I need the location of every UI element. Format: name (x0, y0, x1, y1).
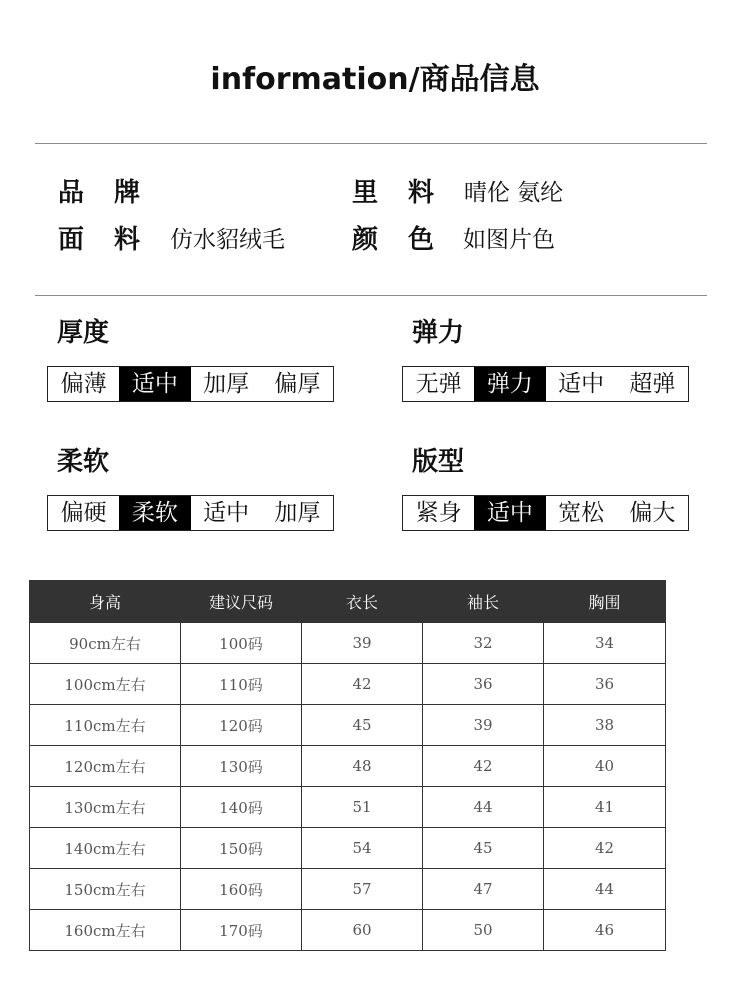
table-cell: 51 (302, 787, 423, 828)
table-cell: 45 (423, 828, 544, 869)
header-length: 衣长 (302, 581, 423, 623)
thickness-title: 厚度 (57, 318, 110, 348)
table-row (30, 787, 666, 828)
scale-option: 适中 (203, 500, 250, 526)
table-row (30, 623, 666, 664)
fit-title: 版型 (412, 447, 465, 477)
table-cell: 41 (544, 787, 666, 828)
table-cell: 100cm左右 (30, 664, 181, 705)
elasticity-title: 弹力 (412, 318, 465, 348)
table-cell: 90cm左右 (30, 623, 181, 664)
fabric-value: 仿水貂绒毛 (170, 227, 285, 253)
scale-option-selected: 柔软 (119, 496, 190, 530)
brand-label-char: 品 (58, 178, 85, 208)
scale-option: 偏大 (629, 500, 676, 526)
elasticity-scale (402, 366, 689, 402)
table-row (30, 828, 666, 869)
top-divider (35, 143, 707, 144)
table-cell: 120码 (181, 705, 302, 746)
table-cell: 42 (423, 746, 544, 787)
table-cell: 50 (423, 910, 544, 951)
fabric-label-char: 面 (58, 225, 85, 255)
brand-label-char: 牌 (113, 178, 140, 208)
lining-label-char: 料 (407, 178, 434, 208)
table-cell: 46 (544, 910, 666, 951)
softness-title: 柔软 (57, 447, 110, 477)
table-cell: 140cm左右 (30, 828, 181, 869)
fit-scale (402, 495, 689, 531)
scale-option: 加厚 (203, 371, 250, 397)
table-cell: 44 (544, 869, 666, 910)
brand-label (58, 177, 140, 209)
table-row (30, 869, 666, 910)
table-cell: 150cm左右 (30, 869, 181, 910)
softness-scale (47, 495, 334, 531)
scale-option: 紧身 (415, 500, 462, 526)
table-cell: 32 (423, 623, 544, 664)
table-cell: 44 (423, 787, 544, 828)
table-cell: 170码 (181, 910, 302, 951)
scale-option-selected: 适中 (119, 367, 190, 401)
table-row (30, 705, 666, 746)
table-cell: 40 (544, 746, 666, 787)
table-cell: 38 (544, 705, 666, 746)
table-cell: 100码 (181, 623, 302, 664)
thickness-scale (47, 366, 334, 402)
header-chest: 胸围 (544, 581, 666, 623)
table-cell: 160码 (181, 869, 302, 910)
header-size: 建议尺码 (181, 581, 302, 623)
table-cell: 110cm左右 (30, 705, 181, 746)
table-cell: 130码 (181, 746, 302, 787)
fabric-label (58, 224, 140, 256)
size-chart-table (29, 580, 666, 951)
table-cell: 47 (423, 869, 544, 910)
scale-option: 偏薄 (60, 371, 107, 397)
scale-option: 无弹 (415, 371, 462, 397)
scale-option: 加厚 (274, 500, 321, 526)
header-height: 身高 (30, 581, 181, 623)
table-cell: 140码 (181, 787, 302, 828)
table-cell: 39 (302, 623, 423, 664)
table-cell: 45 (302, 705, 423, 746)
color-label-char: 色 (407, 225, 434, 255)
table-cell: 120cm左右 (30, 746, 181, 787)
table-header-row (30, 581, 666, 623)
lining-label-char: 里 (352, 178, 379, 208)
table-body (30, 623, 666, 951)
table-cell: 48 (302, 746, 423, 787)
table-cell: 57 (302, 869, 423, 910)
table-cell: 130cm左右 (30, 787, 181, 828)
table-cell: 34 (544, 623, 666, 664)
table-cell: 60 (302, 910, 423, 951)
lining-label (352, 177, 434, 209)
scale-option: 宽松 (558, 500, 605, 526)
page-title: information/商品信息 (210, 62, 540, 97)
table-row (30, 910, 666, 951)
scale-option: 超弹 (629, 371, 676, 397)
table-cell: 39 (423, 705, 544, 746)
lining-value: 晴伦 氨纶 (464, 180, 564, 206)
table-cell: 36 (544, 664, 666, 705)
header-sleeve: 袖长 (423, 581, 544, 623)
color-value: 如图片色 (463, 227, 555, 253)
middle-divider (35, 295, 707, 296)
table-cell: 42 (302, 664, 423, 705)
table-row (30, 664, 666, 705)
scale-option: 适中 (558, 371, 605, 397)
scale-option-selected: 适中 (474, 496, 545, 530)
table-cell: 150码 (181, 828, 302, 869)
scale-option: 偏硬 (60, 500, 107, 526)
color-label-char: 颜 (352, 225, 379, 255)
table-cell: 110码 (181, 664, 302, 705)
table-cell: 36 (423, 664, 544, 705)
scale-option-selected: 弹力 (474, 367, 545, 401)
table-cell: 160cm左右 (30, 910, 181, 951)
table-cell: 54 (302, 828, 423, 869)
color-label (352, 224, 434, 256)
fabric-label-char: 料 (113, 225, 140, 255)
scale-option: 偏厚 (274, 371, 321, 397)
table-cell: 42 (544, 828, 666, 869)
table-row (30, 746, 666, 787)
